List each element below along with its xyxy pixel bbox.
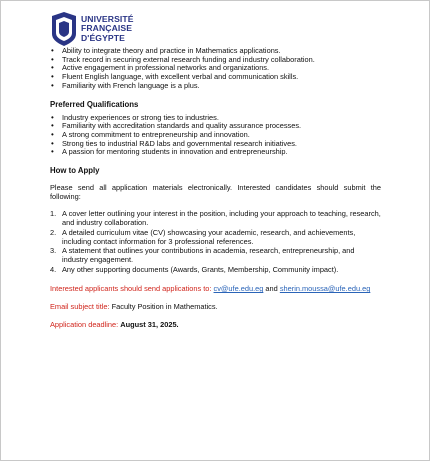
send-label: Interested applicants should send applications to: bbox=[50, 284, 212, 294]
list-item: • Industry experiences or strong ties to industries. bbox=[50, 114, 381, 123]
preferred-qualifications-heading: Preferred Qualifications bbox=[50, 99, 139, 109]
email-link-cv[interactable]: cv@ufe.edu.eg bbox=[213, 284, 264, 294]
and-word: and bbox=[265, 284, 278, 294]
list-item: 3. A statement that outlines your contributions in academia, research, entrepreneurship, and industry engagement. bbox=[50, 246, 355, 264]
shield-logo-icon bbox=[51, 12, 77, 46]
application-steps-list bbox=[50, 210, 381, 274]
list-item: • Familiarity with accreditation standards and quality assurance processes. bbox=[50, 122, 381, 131]
logo-line-2: FRANÇAISE bbox=[81, 23, 133, 34]
apply-intro: Please send all application materials electronically. Interested candidates should submit the following: bbox=[50, 183, 381, 201]
how-to-apply-heading: How to Apply bbox=[50, 166, 100, 176]
send-applications-line bbox=[50, 285, 381, 294]
document-body bbox=[50, 47, 381, 329]
email-subject-line bbox=[50, 303, 381, 312]
subject-label: Email subject title: bbox=[50, 302, 110, 312]
list-item: 2. A detailed curriculum vitae (CV) showcasing your academic, research, and achievements, including contact information for 3 professional references. bbox=[50, 227, 356, 246]
list-item: • A strong commitment to entrepreneurship and innovation. bbox=[50, 131, 381, 140]
subject-value: Faculty Position in Mathematics. bbox=[111, 302, 218, 312]
deadline-line bbox=[50, 321, 381, 330]
list-item: 1. A cover letter outlining your interest in the position, including your approach to teaching, research, and industry collaboration. bbox=[50, 209, 381, 228]
preferred-qualifications-list bbox=[50, 114, 381, 158]
list-item: • Track record in securing external research funding and industry collaboration. bbox=[50, 56, 381, 65]
requirements-list bbox=[50, 47, 381, 91]
list-item: • Active engagement in professional networks and organizations. bbox=[50, 64, 381, 73]
list-item: • Ability to integrate theory and practice in Mathematics applications. bbox=[50, 47, 381, 56]
list-item: • Familiarity with French language is a plus. bbox=[50, 82, 381, 91]
deadline-label: Application deadline: bbox=[50, 319, 119, 329]
list-item: • A passion for mentoring students in innovation and entrepreneurship. bbox=[50, 148, 381, 157]
university-logo bbox=[51, 9, 134, 49]
logo-wordmark bbox=[81, 15, 134, 43]
logo-line-1: UNIVERSITÉ bbox=[81, 14, 134, 25]
list-item: • Fluent English language, with excellent verbal and communication skills. bbox=[50, 73, 381, 82]
logo-line-3: D'ÉGYPTE bbox=[81, 32, 125, 43]
email-link-sherin[interactable]: sherin.moussa@ufe.edu.eg bbox=[279, 284, 371, 294]
list-item: 4. Any other supporting documents (Awards, Grants, Membership, Community impact). bbox=[50, 264, 339, 274]
list-item: • Strong ties to industrial R&D labs and governmental research initiatives. bbox=[50, 140, 381, 149]
deadline-value: August 31, 2025. bbox=[120, 319, 179, 329]
